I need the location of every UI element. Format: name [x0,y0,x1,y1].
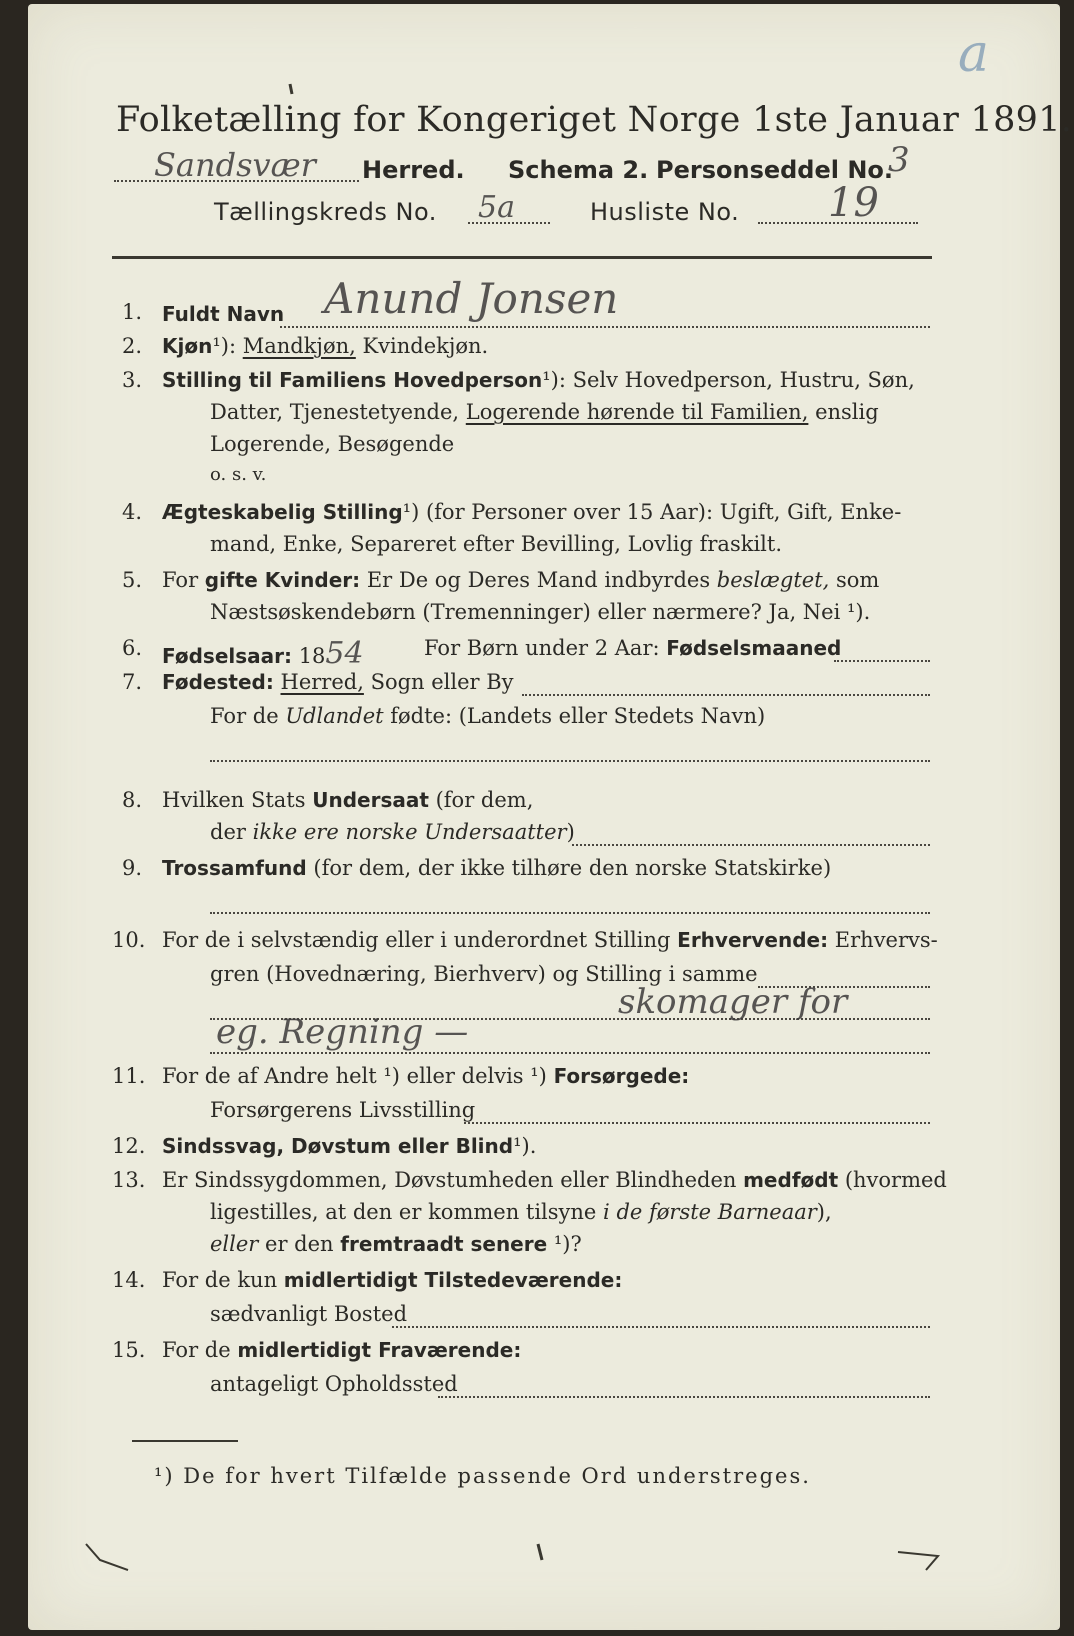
q3-line4: o. s. v. [210,464,267,485]
q11-number: 11. [112,1064,146,1088]
q6-prefix: 18 [298,644,326,668]
q5-label: gifte Kvinder: [204,568,361,592]
q13-a: Er Sindssygdommen, Døvstumheden eller Blindheden [162,1168,737,1192]
q8-label: Undersaat [312,788,429,812]
q4-sup: ¹) [402,500,420,524]
q4-line2: mand, Enke, Separeret efter Bevilling, Lovlig fraskilt. [210,532,783,556]
q5-line1-rest: Er De og Deres Mand indbyrdes [366,568,711,592]
q12-sup: ¹). [513,1134,537,1158]
q15-label: midlertidigt Fraværende: [237,1338,522,1362]
q3-number: 3. [122,368,143,392]
q8-a: Hvilken Stats [162,788,306,812]
q11-label: Forsørgede: [553,1064,690,1088]
footnote: ¹) De for hvert Tilfælde passende Ord understreges. [154,1464,811,1488]
q10-number: 10. [112,928,146,952]
q1-number: 1. [122,300,143,324]
q3-line2-b: enslig [815,400,879,424]
q13-line3-it: eller [210,1232,259,1256]
census-form-sheet [28,4,1073,1630]
q13-line2: ligestilles, at den er kommen tilsyne i de første Barneaar), [210,1200,832,1224]
q5-a: For [162,568,199,592]
q8-line2-it: ikke ere norske Undersaatter [252,820,567,844]
q8-line2: der ikke ere norske Undersaatter) [210,820,575,844]
q5-number: 5. [122,568,143,592]
q6-birthyear-value: 54 [325,636,364,671]
q2-number: 2. [122,334,143,358]
herred-value: Sandsvær [154,146,316,184]
q8-number: 8. [122,788,143,812]
q5-end: som [836,568,880,592]
q6-number: 6. [122,636,143,660]
q7-rest: Sogn eller By [370,670,514,694]
q9-label: Trossamfund [162,856,307,880]
q6-label: Fødselsaar: [162,644,292,668]
schema-label: Schema 2. [508,156,649,184]
q3-line3: Logerende, Besøgende [210,432,455,456]
q12-number: 12. [112,1134,146,1158]
q4-number: 4. [122,500,143,524]
q3-sup: ¹): [542,368,566,392]
q13-label: medfødt [743,1168,839,1192]
q14-label: midlertidigt Tilstedeværende: [283,1268,623,1292]
q10-occupation-value-2: eg. Regning — [216,1012,469,1052]
q5-italic: beslægtet, [716,568,830,592]
q13-line3-label: fremtraadt senere [340,1232,548,1256]
q4-label: Ægteskabelig Stilling [162,500,403,524]
q8-line2-a: der [210,820,246,844]
q13-line3-a: er den [265,1232,334,1256]
q7-line2-b: fødte: (Landets eller Stedets Navn) [390,704,766,728]
q5-line2: Næstsøskendebørn (Tremenninger) eller nærmere? Ja, Nei ¹). [210,600,871,624]
q2-label: Kjøn [162,334,213,358]
ink-marks [28,4,1060,1630]
q14-number: 14. [112,1268,146,1292]
q15-number: 15. [112,1338,146,1362]
q7-label: Fødested: [162,670,274,694]
q3-selected-logerende: Logerende hørende til Familien, [465,400,809,424]
q3-line2-a: Datter, Tjenestetyende, [210,400,460,424]
q14-line2: sædvanligt Bosted [210,1302,408,1326]
herred-label: Herred. [362,156,465,184]
q7-line2-it: Udlandet [285,704,384,728]
q10-label: Erhvervende: [677,928,829,952]
q1-name-value: Anund Jonsen [324,274,619,323]
q7-number: 7. [122,670,143,694]
q11-a: For de af Andre helt ¹) eller delvis ¹) [162,1064,547,1088]
husliste-label: Husliste No. [590,198,740,226]
q3-line1-rest: Selv Hovedperson, Hustru, Søn, [572,368,915,392]
q3-label: Stilling til Familiens Hovedperson [162,368,543,392]
q7-selected-herred: Herred, [280,670,364,694]
q2-sup: ¹): [212,334,237,358]
q10-line1-text: For de i selvstændig eller i underordnet Stilling [162,928,671,952]
q11-line2: Forsørgerens Livsstilling [210,1098,476,1122]
q14-a: For de kun [162,1268,278,1292]
q9-rest: (for dem, der ikke tilhøre den norske Statskirke) [313,856,832,880]
q8-b: (for dem, [435,788,534,812]
q6-label2: Fødselsmaaned [666,636,842,660]
q10-end: Erhvervs- [834,928,938,952]
q7-line2-a: For de [210,704,279,728]
q10-line2: gren (Hovednæring, Bierhverv) og Stilling i samme [210,962,758,986]
q13-number: 13. [112,1168,146,1192]
q2-option-kvindekjon: Kvindekjøn. [362,334,489,358]
q6-rest: For Børn under 2 Aar: [424,636,660,660]
kreds-label: Tællingskreds No. [214,198,437,226]
q10-occupation-value-1: skomager for [618,982,848,1022]
personseddel-value: 3 [888,140,910,180]
husliste-value: 19 [828,180,879,226]
q13-line2-a: ligestilles, at den er kommen tilsyne [210,1200,597,1224]
q13-b: (hvormed [844,1168,947,1192]
form-title: Folketælling for Kongeriget Norge 1ste Januar 1891. [116,100,1073,140]
personseddel-label: Personseddel No. [656,156,894,184]
q15-a: For de [162,1338,231,1362]
q4-line1-rest: (for Personer over 15 Aar): Ugift, Gift, Enke- [425,500,902,524]
q2-option-mandkjon: Mandkjøn, [242,334,356,358]
q13-line2-it: i de første Barneaar [603,1200,817,1224]
q12-label: Sindssvag, Døvstum eller Blind [162,1134,514,1158]
q13-line3-b: ¹)? [553,1232,582,1256]
q15-line2: antageligt Opholdssted [210,1372,458,1396]
q9-number: 9. [122,856,143,880]
kreds-value: 5a [478,190,515,225]
q1-label: Fuldt Navn [162,302,285,326]
page-mark: a [958,24,990,84]
